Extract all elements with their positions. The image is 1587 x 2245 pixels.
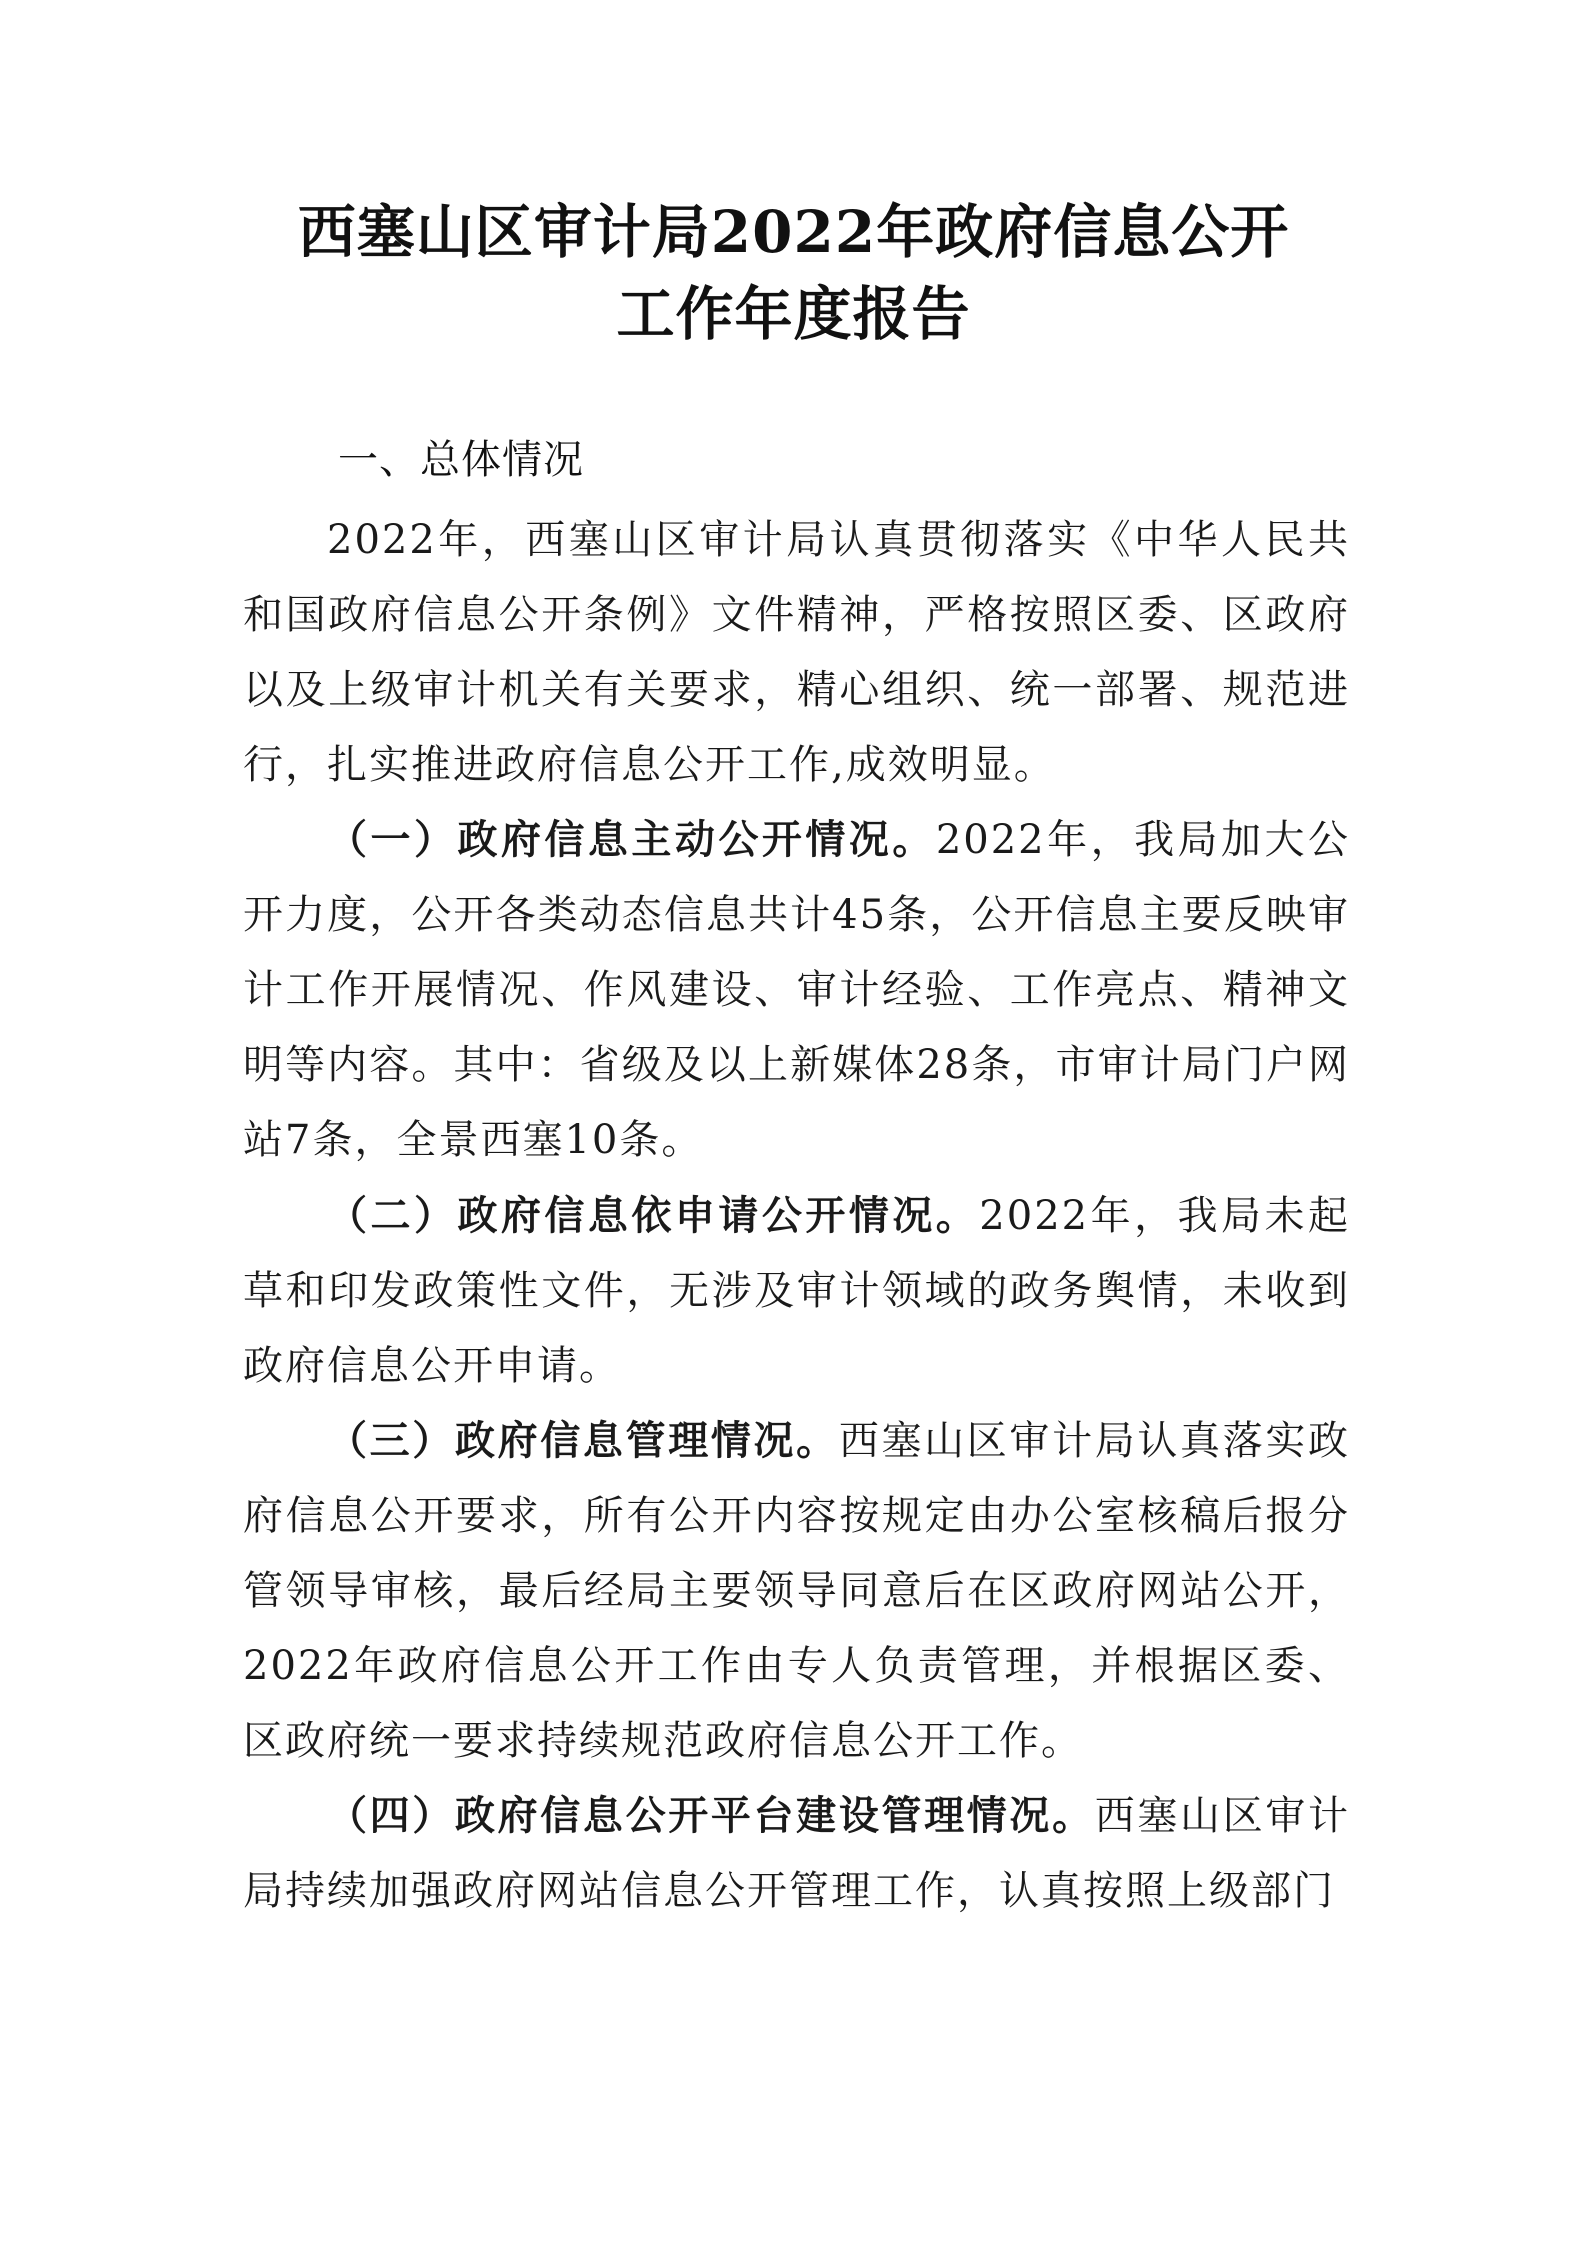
paragraph-lead: （四）政府信息公开平台建设管理情况。	[327, 1792, 1095, 1839]
paragraph-text: 2022年，我局未起草和印发政策性文件，无涉及审计领域的政务舆情，未收到政府信息公开申请。	[243, 1193, 1351, 1389]
paragraph-text: 西塞山区审计局认真落实政府信息公开要求，所有公开内容按规定由办公室核稿后报分管领导审核，最后经局主要领导同意后在区政府网站公开，2022年政府信息公开工作由专人负责管理，并根据区委、区政府统一要求持续规范政府信息公开工作。	[243, 1418, 1351, 1764]
paragraph-text: 2022年，西塞山区审计局认真贯彻落实《中华人民共和国政府信息公开条例》文件精神，严格按照区委、区政府以及上级审计机关有关要求，精心组织、统一部署、规范进行，扎实推进政府信息公开工作,成效明显。	[243, 517, 1350, 788]
paragraph-lead: （三）政府信息管理情况。	[327, 1417, 839, 1464]
paragraph-info-management	[243, 1403, 1350, 1779]
paragraph-text: 西塞山区审计局持续加强政府网站信息公开管理工作，认真按照上级部门	[243, 1793, 1351, 1914]
paragraph-active-disclosure	[243, 802, 1350, 1178]
paragraph-lead: （一）政府信息主动公开情况。	[327, 816, 936, 863]
paragraph-lead: （二）政府信息依申请公开情况。	[327, 1192, 980, 1239]
document-title-line1: 西塞山区审计局2022年政府信息公开	[297, 198, 1290, 266]
paragraph-text: 2022年，我局加大公开力度，公开各类动态信息共计45条，公开信息主要反映审计工作开展情况、作风建设、审计经验、工作亮点、精神文明等内容。其中：省级及以上新媒体28条，市审计局门户网站7条，全景西塞10条。	[243, 817, 1351, 1163]
paragraph-overview	[243, 502, 1350, 803]
section-heading-overview: 一、总体情况	[338, 437, 584, 483]
paragraph-platform-construction	[243, 1778, 1350, 1929]
paragraph-request-disclosure	[243, 1178, 1350, 1404]
document-title-line2: 工作年度报告	[616, 280, 971, 348]
